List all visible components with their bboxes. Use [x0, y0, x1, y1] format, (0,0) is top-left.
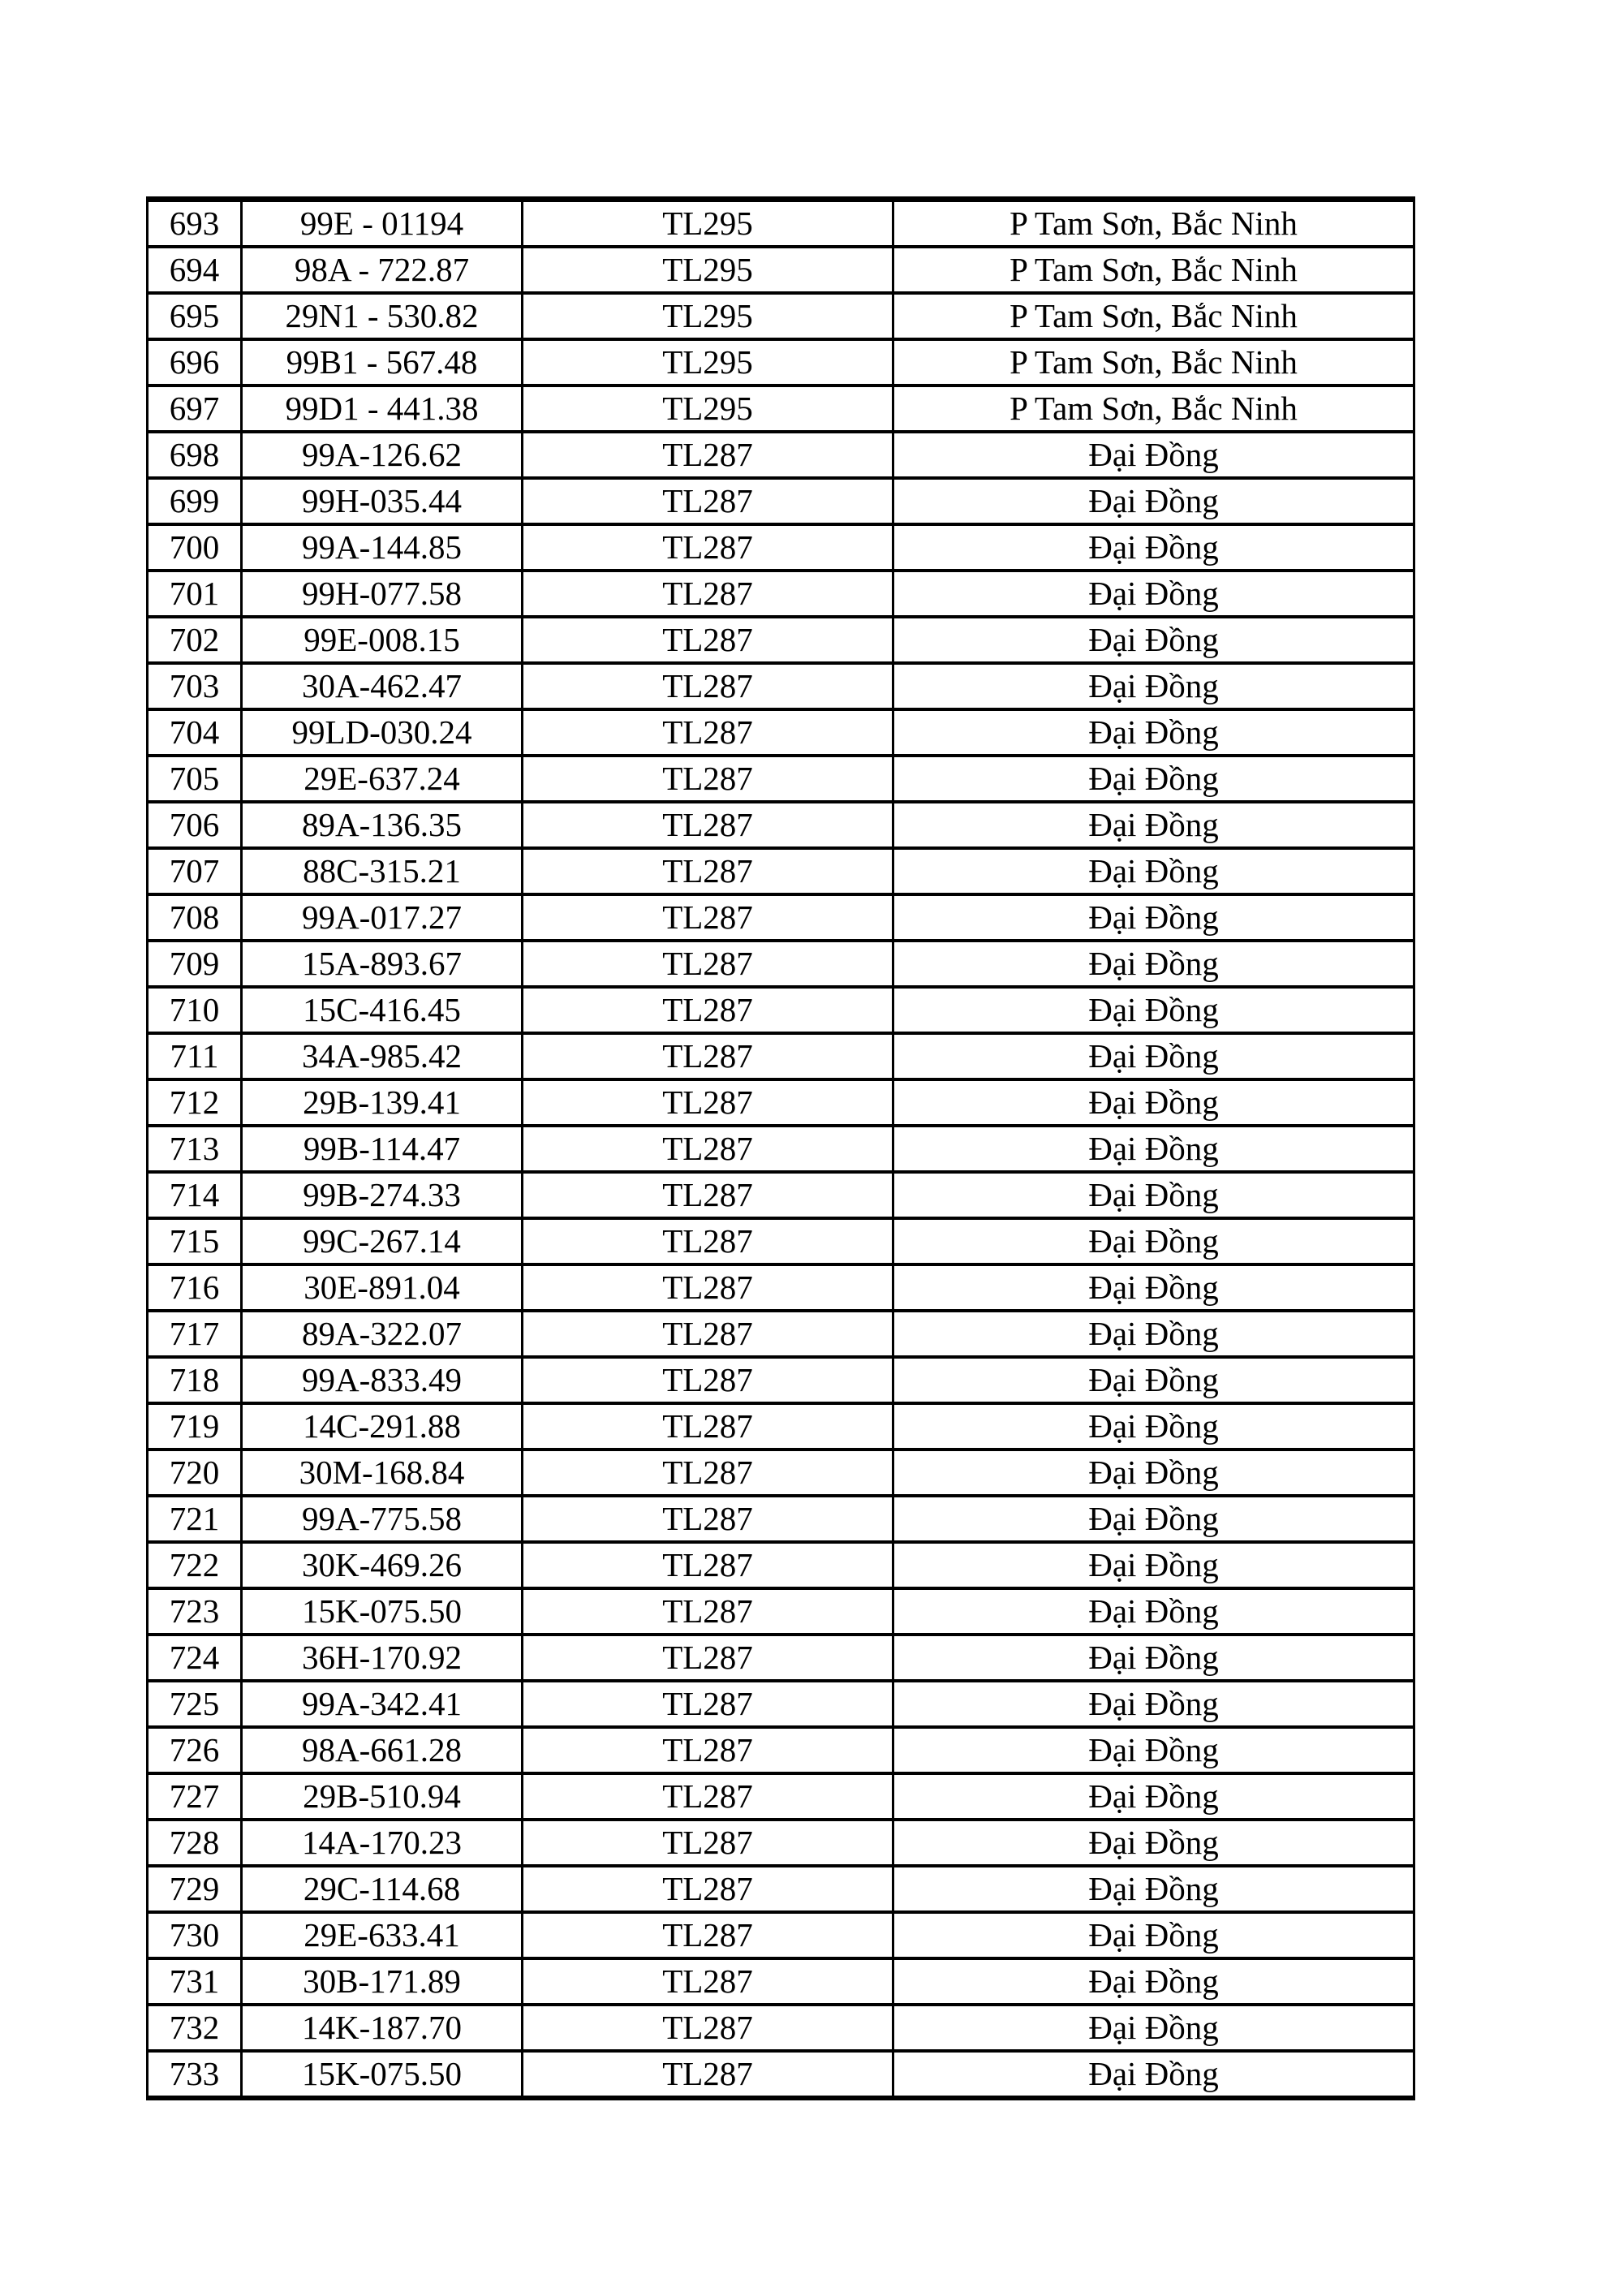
row-number-cell: 731	[148, 1958, 242, 2005]
row-number-cell: 707	[148, 848, 242, 894]
row-number-cell: 696	[148, 339, 242, 386]
location-cell: Đại Đồng	[893, 1450, 1414, 1496]
plate-number-cell: 30A-462.47	[242, 663, 523, 709]
road-code-cell: TL287	[523, 1450, 893, 1496]
location-cell: Đại Đồng	[893, 1496, 1414, 1542]
plate-number-cell: 14C-291.88	[242, 1403, 523, 1450]
road-code-cell: TL287	[523, 2005, 893, 2051]
table-row	[148, 1033, 1414, 1079]
table-row	[148, 2051, 1414, 2098]
location-cell: Đại Đồng	[893, 987, 1414, 1033]
road-code-cell: TL287	[523, 1542, 893, 1588]
location-cell: Đại Đồng	[893, 709, 1414, 756]
location-cell: Đại Đồng	[893, 663, 1414, 709]
plate-number-cell: 15C-416.45	[242, 987, 523, 1033]
row-number-cell: 698	[148, 432, 242, 478]
plate-number-cell: 99H-035.44	[242, 478, 523, 524]
road-code-cell: TL295	[523, 293, 893, 339]
table-row	[148, 1218, 1414, 1264]
road-code-cell: TL287	[523, 1635, 893, 1681]
table-row	[148, 1450, 1414, 1496]
row-number-cell: 693	[148, 200, 242, 248]
location-cell: Đại Đồng	[893, 1126, 1414, 1172]
road-code-cell: TL287	[523, 1033, 893, 1079]
road-code-cell: TL287	[523, 848, 893, 894]
row-number-cell: 704	[148, 709, 242, 756]
plate-number-cell: 15A-893.67	[242, 941, 523, 987]
row-number-cell: 695	[148, 293, 242, 339]
road-code-cell: TL287	[523, 1496, 893, 1542]
road-code-cell: TL287	[523, 1727, 893, 1773]
location-cell: Đại Đồng	[893, 1079, 1414, 1126]
location-cell: Đại Đồng	[893, 478, 1414, 524]
plate-number-cell: 98A - 722.87	[242, 247, 523, 293]
plate-number-cell: 99B-274.33	[242, 1172, 523, 1218]
row-number-cell: 724	[148, 1635, 242, 1681]
location-cell: Đại Đồng	[893, 1588, 1414, 1635]
row-number-cell: 729	[148, 1866, 242, 1912]
location-cell: Đại Đồng	[893, 2051, 1414, 2098]
row-number-cell: 721	[148, 1496, 242, 1542]
location-cell: Đại Đồng	[893, 1357, 1414, 1403]
row-number-cell: 733	[148, 2051, 242, 2098]
location-cell: Đại Đồng	[893, 802, 1414, 848]
location-cell: Đại Đồng	[893, 1727, 1414, 1773]
plate-number-cell: 99D1 - 441.38	[242, 386, 523, 432]
row-number-cell: 709	[148, 941, 242, 987]
table-body	[148, 200, 1414, 2099]
location-cell: Đại Đồng	[893, 1635, 1414, 1681]
road-code-cell: TL287	[523, 802, 893, 848]
road-code-cell: TL287	[523, 1912, 893, 1958]
table-row	[148, 386, 1414, 432]
location-cell: Đại Đồng	[893, 1773, 1414, 1820]
road-code-cell: TL295	[523, 200, 893, 248]
row-number-cell: 716	[148, 1264, 242, 1311]
road-code-cell: TL287	[523, 1172, 893, 1218]
plate-number-cell: 88C-315.21	[242, 848, 523, 894]
plate-number-cell: 29C-114.68	[242, 1866, 523, 1912]
table-row	[148, 247, 1414, 293]
road-code-cell: TL287	[523, 1357, 893, 1403]
table-row	[148, 524, 1414, 571]
row-number-cell: 711	[148, 1033, 242, 1079]
row-number-cell: 697	[148, 386, 242, 432]
road-code-cell: TL287	[523, 524, 893, 571]
location-cell: Đại Đồng	[893, 894, 1414, 941]
plate-number-cell: 99A-017.27	[242, 894, 523, 941]
location-cell: Đại Đồng	[893, 1033, 1414, 1079]
location-cell: Đại Đồng	[893, 941, 1414, 987]
table-row	[148, 1635, 1414, 1681]
row-number-cell: 714	[148, 1172, 242, 1218]
road-code-cell: TL287	[523, 756, 893, 802]
road-code-cell: TL287	[523, 709, 893, 756]
plate-number-cell: 99H-077.58	[242, 571, 523, 617]
road-code-cell: TL287	[523, 894, 893, 941]
road-code-cell: TL287	[523, 941, 893, 987]
table-row	[148, 987, 1414, 1033]
row-number-cell: 730	[148, 1912, 242, 1958]
location-cell: Đại Đồng	[893, 1172, 1414, 1218]
table-row	[148, 1126, 1414, 1172]
row-number-cell: 719	[148, 1403, 242, 1450]
plate-number-cell: 99B1 - 567.48	[242, 339, 523, 386]
road-code-cell: TL287	[523, 617, 893, 663]
table-row	[148, 1357, 1414, 1403]
location-cell: Đại Đồng	[893, 1866, 1414, 1912]
road-code-cell: TL287	[523, 663, 893, 709]
table-row	[148, 941, 1414, 987]
location-cell: Đại Đồng	[893, 1912, 1414, 1958]
road-code-cell: TL287	[523, 2051, 893, 2098]
road-code-cell: TL287	[523, 1588, 893, 1635]
road-code-cell: TL287	[523, 1820, 893, 1866]
location-cell: P Tam Sơn, Bắc Ninh	[893, 200, 1414, 248]
plate-number-cell: 99A-833.49	[242, 1357, 523, 1403]
row-number-cell: 705	[148, 756, 242, 802]
plate-number-cell: 30E-891.04	[242, 1264, 523, 1311]
road-code-cell: TL295	[523, 339, 893, 386]
row-number-cell: 713	[148, 1126, 242, 1172]
plate-number-cell: 99B-114.47	[242, 1126, 523, 1172]
location-cell: P Tam Sơn, Bắc Ninh	[893, 339, 1414, 386]
table-row	[148, 663, 1414, 709]
table-row	[148, 1496, 1414, 1542]
plate-number-cell: 36H-170.92	[242, 1635, 523, 1681]
plate-number-cell: 98A-661.28	[242, 1727, 523, 1773]
table-row	[148, 200, 1414, 248]
row-number-cell: 708	[148, 894, 242, 941]
road-code-cell: TL295	[523, 386, 893, 432]
plate-number-cell: 29B-510.94	[242, 1773, 523, 1820]
location-cell: Đại Đồng	[893, 848, 1414, 894]
row-number-cell: 727	[148, 1773, 242, 1820]
plate-number-cell: 29N1 - 530.82	[242, 293, 523, 339]
table-row	[148, 617, 1414, 663]
table-row	[148, 1264, 1414, 1311]
location-cell: Đại Đồng	[893, 1681, 1414, 1727]
row-number-cell: 703	[148, 663, 242, 709]
table-row	[148, 1773, 1414, 1820]
table-row	[148, 1727, 1414, 1773]
plate-number-cell: 29E-633.41	[242, 1912, 523, 1958]
table-row	[148, 1912, 1414, 1958]
plate-number-cell: 30K-469.26	[242, 1542, 523, 1588]
road-code-cell: TL295	[523, 247, 893, 293]
table-row	[148, 571, 1414, 617]
location-cell: Đại Đồng	[893, 756, 1414, 802]
table-row	[148, 709, 1414, 756]
location-cell: Đại Đồng	[893, 571, 1414, 617]
row-number-cell: 718	[148, 1357, 242, 1403]
location-cell: Đại Đồng	[893, 1542, 1414, 1588]
location-cell: Đại Đồng	[893, 524, 1414, 571]
row-number-cell: 720	[148, 1450, 242, 1496]
road-code-cell: TL287	[523, 1403, 893, 1450]
table-row	[148, 848, 1414, 894]
row-number-cell: 715	[148, 1218, 242, 1264]
table-row	[148, 1403, 1414, 1450]
row-number-cell: 726	[148, 1727, 242, 1773]
road-code-cell: TL287	[523, 1681, 893, 1727]
location-cell: Đại Đồng	[893, 2005, 1414, 2051]
location-cell: P Tam Sơn, Bắc Ninh	[893, 247, 1414, 293]
row-number-cell: 694	[148, 247, 242, 293]
road-code-cell: TL287	[523, 478, 893, 524]
table-row	[148, 1958, 1414, 2005]
table-row	[148, 1172, 1414, 1218]
location-cell: Đại Đồng	[893, 1820, 1414, 1866]
table-row	[148, 1542, 1414, 1588]
plate-number-cell: 99E - 01194	[242, 200, 523, 248]
row-number-cell: 725	[148, 1681, 242, 1727]
road-code-cell: TL287	[523, 1079, 893, 1126]
table-row	[148, 1311, 1414, 1357]
road-code-cell: TL287	[523, 432, 893, 478]
plate-number-cell: 99LD-030.24	[242, 709, 523, 756]
plate-number-cell: 29E-637.24	[242, 756, 523, 802]
row-number-cell: 722	[148, 1542, 242, 1588]
table-row	[148, 1866, 1414, 1912]
location-cell: Đại Đồng	[893, 1958, 1414, 2005]
location-cell: P Tam Sơn, Bắc Ninh	[893, 293, 1414, 339]
plate-number-cell: 15K-075.50	[242, 1588, 523, 1635]
row-number-cell: 702	[148, 617, 242, 663]
location-cell: Đại Đồng	[893, 617, 1414, 663]
plate-number-cell: 14K-187.70	[242, 2005, 523, 2051]
row-number-cell: 717	[148, 1311, 242, 1357]
plate-number-cell: 30M-168.84	[242, 1450, 523, 1496]
location-cell: Đại Đồng	[893, 1218, 1414, 1264]
plate-number-cell: 99A-126.62	[242, 432, 523, 478]
road-code-cell: TL287	[523, 987, 893, 1033]
table-row	[148, 1681, 1414, 1727]
row-number-cell: 700	[148, 524, 242, 571]
plate-number-cell: 99E-008.15	[242, 617, 523, 663]
road-code-cell: TL287	[523, 1264, 893, 1311]
row-number-cell: 723	[148, 1588, 242, 1635]
table-row	[148, 293, 1414, 339]
location-cell: P Tam Sơn, Bắc Ninh	[893, 386, 1414, 432]
table-row	[148, 894, 1414, 941]
row-number-cell: 732	[148, 2005, 242, 2051]
plate-number-cell: 89A-136.35	[242, 802, 523, 848]
plate-number-cell: 89A-322.07	[242, 1311, 523, 1357]
location-cell: Đại Đồng	[893, 432, 1414, 478]
table-row	[148, 2005, 1414, 2051]
table-row	[148, 1820, 1414, 1866]
row-number-cell: 712	[148, 1079, 242, 1126]
row-number-cell: 710	[148, 987, 242, 1033]
road-code-cell: TL287	[523, 1218, 893, 1264]
road-code-cell: TL287	[523, 1958, 893, 2005]
plate-number-cell: 99A-144.85	[242, 524, 523, 571]
road-code-cell: TL287	[523, 1773, 893, 1820]
plate-number-cell: 99C-267.14	[242, 1218, 523, 1264]
location-cell: Đại Đồng	[893, 1264, 1414, 1311]
table-row	[148, 756, 1414, 802]
location-cell: Đại Đồng	[893, 1403, 1414, 1450]
row-number-cell: 701	[148, 571, 242, 617]
road-code-cell: TL287	[523, 1126, 893, 1172]
plate-number-cell: 34A-985.42	[242, 1033, 523, 1079]
table-row	[148, 802, 1414, 848]
plate-number-cell: 99A-775.58	[242, 1496, 523, 1542]
plate-number-cell: 30B-171.89	[242, 1958, 523, 2005]
table-row	[148, 478, 1414, 524]
plate-number-cell: 14A-170.23	[242, 1820, 523, 1866]
road-code-cell: TL287	[523, 571, 893, 617]
vehicle-plate-table	[146, 196, 1415, 2100]
road-code-cell: TL287	[523, 1311, 893, 1357]
row-number-cell: 706	[148, 802, 242, 848]
location-cell: Đại Đồng	[893, 1311, 1414, 1357]
row-number-cell: 699	[148, 478, 242, 524]
row-number-cell: 728	[148, 1820, 242, 1866]
table-row	[148, 1079, 1414, 1126]
table-row	[148, 1588, 1414, 1635]
plate-number-cell: 15K-075.50	[242, 2051, 523, 2098]
table-row	[148, 432, 1414, 478]
plate-number-cell: 99A-342.41	[242, 1681, 523, 1727]
plate-number-cell: 29B-139.41	[242, 1079, 523, 1126]
road-code-cell: TL287	[523, 1866, 893, 1912]
table-row	[148, 339, 1414, 386]
